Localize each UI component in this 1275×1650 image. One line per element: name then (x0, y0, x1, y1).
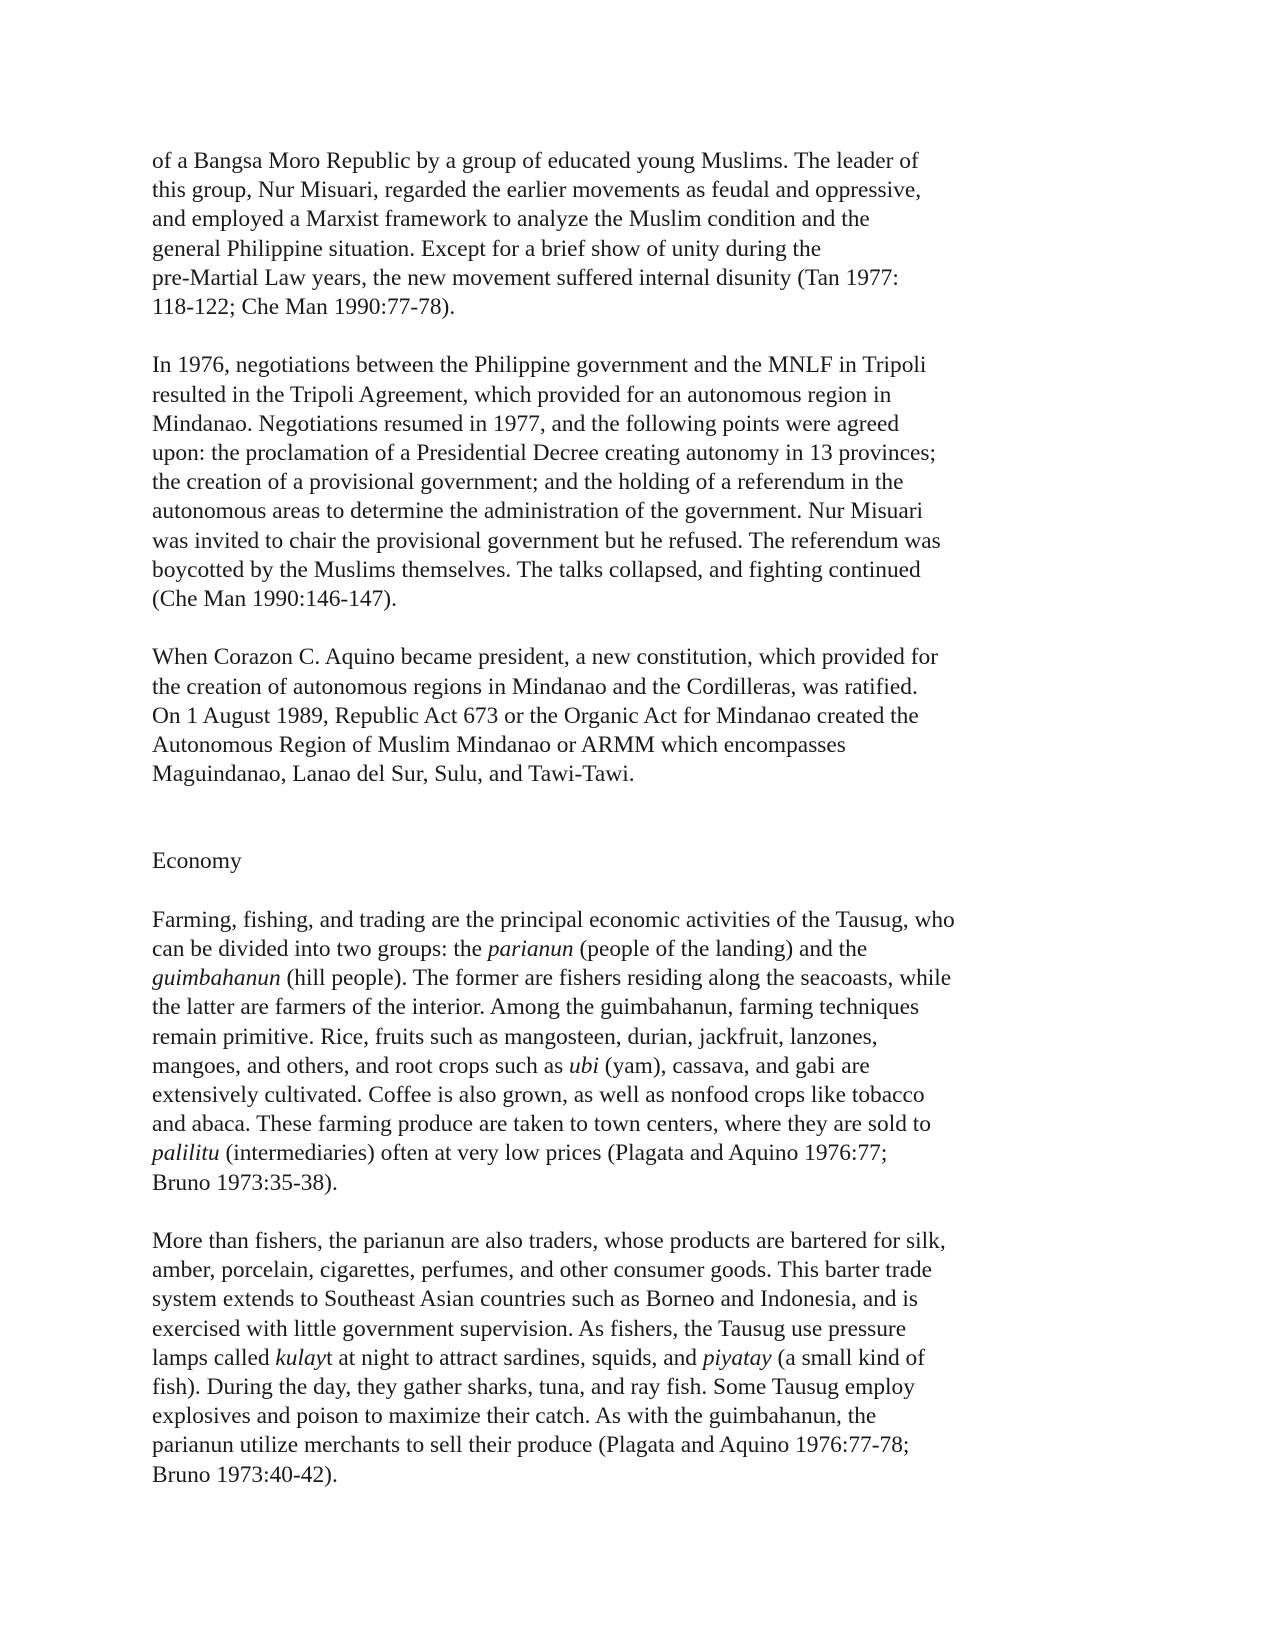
text-line: pre-Martial Law years, the new movement suffered internal disunity (Tan 1977: (152, 264, 899, 291)
text-line: Bruno 1973:35-38). (152, 1169, 338, 1196)
text-line (152, 1139, 1032, 1168)
text-line: the creation of autonomous regions in Mindanao and the Cordilleras, was ratified. (152, 673, 918, 700)
italic-term-kulay: kulay (275, 1344, 327, 1371)
text-line: On 1 August 1989, Republic Act 673 or the Organic Act for Mindanao created the (152, 702, 919, 729)
text-line: Farming, fishing, and trading are the principal economic activities of the Tausug, who (152, 906, 955, 933)
section-heading-economy: Economy (152, 848, 242, 875)
text-line: autonomous areas to determine the administration of the government. Nur Misuari (152, 498, 924, 525)
paragraph-farming (152, 906, 1032, 1198)
text-line: boycotted by the Muslims themselves. The talks collapsed, and fighting continued (152, 556, 921, 583)
text-segment: (intermediaries) often at very low prices (Plagata and Aquino 1976:77; (219, 1140, 888, 1167)
text-line: (Che Man 1990:146-147). (152, 586, 397, 613)
italic-term-ubi: ubi (569, 1052, 599, 1079)
text-line (152, 935, 1032, 964)
text-line: the creation of a provisional government; and the holding of a referendum in the (152, 469, 904, 496)
text-line: fish). During the day, they gather sharks, tuna, and ray fish. Some Tausug employ (152, 1374, 915, 1401)
paragraph-tripoli-agreement (152, 351, 1032, 614)
text-line: Mindanao. Negotiations resumed in 1977, and the following points were agreed (152, 410, 900, 437)
text-line: 118-122; Che Man 1990:77-78). (152, 294, 456, 321)
text-line (152, 1052, 1032, 1081)
italic-term-parianun: parianun (487, 936, 574, 963)
text-line: and employed a Marxist framework to analyze the Muslim condition and the (152, 206, 870, 233)
text-segment: mangoes, and others, and root crops such as (152, 1052, 570, 1079)
text-line: general Philippine situation. Except for a brief show of unity during the (152, 235, 822, 262)
paragraph-trading-fishing (152, 1227, 1032, 1490)
text-line: More than fishers, the parianun are also traders, whose products are bartered for silk, (152, 1228, 946, 1255)
text-line: resulted in the Tripoli Agreement, which provided for an autonomous region in (152, 381, 892, 408)
text-line: amber, porcelain, cigarettes, perfumes, and other consumer goods. This barter trade (152, 1257, 932, 1284)
text-segment: (yam), cassava, and gabi are (598, 1052, 870, 1079)
text-line: remain primitive. Rice, fruits such as mangosteen, durian, jackfruit, lanzones, (152, 1023, 878, 1050)
text-segment: t at night to attract sardines, squids, and (326, 1344, 703, 1371)
paragraph-bangsa-moro (152, 147, 1032, 322)
italic-term-piyatay: piyatay (702, 1344, 772, 1371)
text-line: When Corazon C. Aquino became president, a new constitution, which provided for (152, 644, 938, 671)
text-line: explosives and poison to maximize their catch. As with the guimbahanun, the (152, 1403, 877, 1430)
italic-term-guimbahanun: guimbahanun (152, 965, 281, 992)
text-line: Autonomous Region of Muslim Mindanao or ARMM which encompasses (152, 732, 846, 759)
text-line: extensively cultivated. Coffee is also grown, as well as nonfood crops like tobacco (152, 1082, 925, 1109)
text-line: of a Bangsa Moro Republic by a group of educated young Muslims. The leader of (152, 148, 919, 174)
text-line: Maguindanao, Lanao del Sur, Sulu, and Tawi-Tawi. (152, 761, 635, 788)
text-line: was invited to chair the provisional government but he refused. The referendum was (152, 527, 941, 554)
text-line: and abaca. These farming produce are taken to town centers, where they are sold to (152, 1111, 931, 1138)
text-line: this group, Nur Misuari, regarded the earlier movements as feudal and oppressive, (152, 177, 922, 204)
text-segment: (people of the landing) and the (573, 936, 868, 963)
text-line: parianun utilize merchants to sell their produce (Plagata and Aquino 1976:77-78; (152, 1432, 910, 1459)
text-line: system extends to Southeast Asian countries such as Borneo and Indonesia, and is (152, 1286, 918, 1313)
text-line: exercised with little government supervision. As fishers, the Tausug use pressure (152, 1315, 907, 1342)
paragraph-armm (152, 643, 1032, 789)
text-segment: (hill people). The former are fishers residing along the seacoasts, while (280, 965, 952, 992)
text-segment: can be divided into two groups: the (152, 936, 488, 963)
text-line: In 1976, negotiations between the Philippine government and the MNLF in Tripoli (152, 352, 927, 379)
text-line: upon: the proclamation of a Presidential Decree creating autonomy in 13 provinces; (152, 440, 936, 467)
text-line (152, 964, 1032, 993)
document-body (152, 147, 1032, 1519)
text-line (152, 1344, 1032, 1373)
text-segment: (a small kind of (771, 1344, 926, 1371)
text-segment: lamps called (152, 1344, 276, 1371)
italic-term-palilitu: palilitu (152, 1140, 220, 1167)
text-line: Bruno 1973:40-42). (152, 1461, 338, 1488)
text-line: the latter are farmers of the interior. Among the guimbahanun, farming techniques (152, 994, 920, 1021)
